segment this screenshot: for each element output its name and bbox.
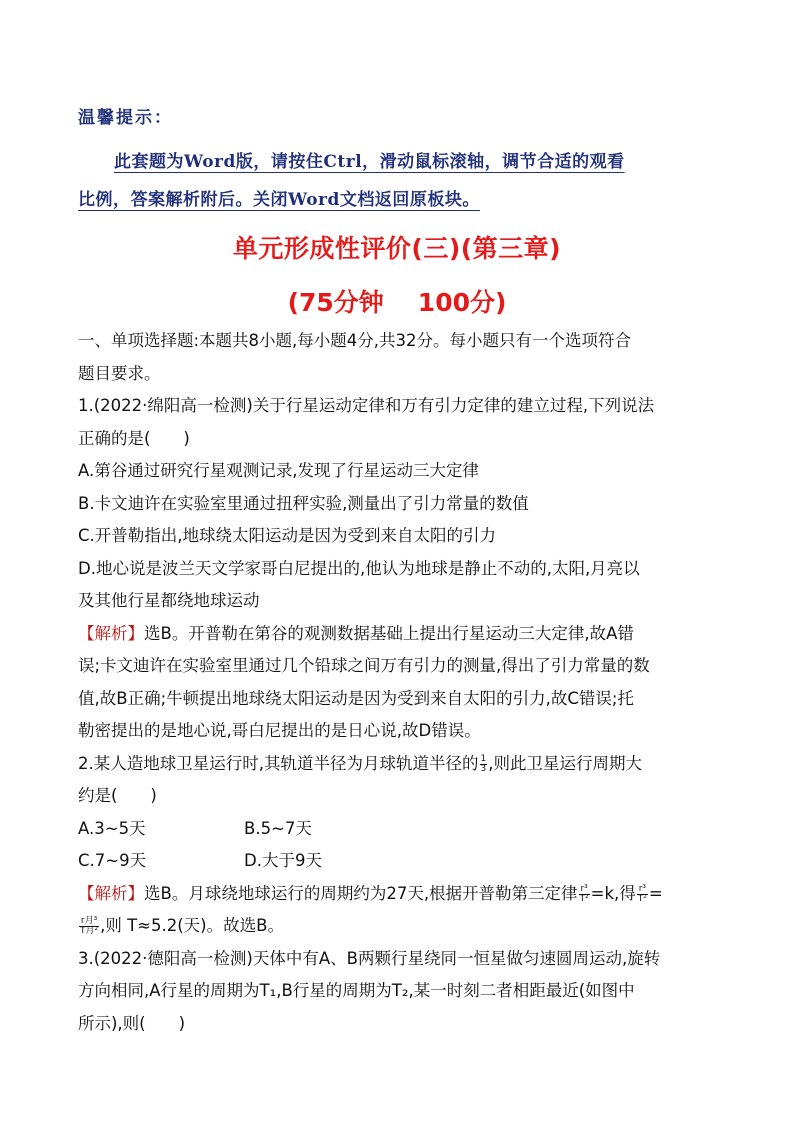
q2-analysis-line-1	[78, 878, 720, 911]
q1-analysis-line-4: 勒密提出的是地心说,哥白尼提出的是日心说,故D错误。	[78, 721, 481, 740]
analysis-tag: 【解析】	[78, 623, 144, 643]
q2-option-c: C.7~9天	[78, 851, 147, 870]
q1-option-d-line-1: D.地心说是波兰天文学家哥白尼提出的,他认为地球是静止不动的,太阳,月亮以	[78, 558, 640, 578]
frac-denominator: T²	[579, 893, 589, 904]
q2-analysis-result: ,则 T≈5.2(天)。故选B。	[100, 916, 284, 935]
frac-denominator: T月²	[80, 926, 99, 936]
frac-numerator: r³	[580, 883, 588, 894]
kepler-fraction-1	[579, 885, 590, 904]
section-heading-line-1: 一、单项选择题:本题共8小题,每小题4分,共32分。每小题只有一个选项符合	[78, 331, 632, 350]
question-body	[78, 325, 720, 1040]
q1-option-a: A.第谷通过研究行星观测记录,发现了行星运动三大定律	[78, 461, 479, 480]
one-third-fraction	[480, 755, 488, 774]
equals-k: =k,得	[590, 883, 636, 903]
q2-stem-line-2: 约是( )	[78, 786, 157, 805]
q2-stem-text-b: ,则此卫星运行周期大	[488, 753, 642, 773]
q1-option-b: B.卡文迪许在实验室里通过扭秤实验,测量出了引力常量的数值	[78, 493, 529, 513]
kepler-fraction-2	[637, 885, 648, 904]
document-title: 单元形成性评价(三)(第三章)	[232, 234, 562, 263]
frac-numerator: 1	[480, 753, 487, 764]
q2-stem-text-a: 2.某人造地球卫星运行时,其轨道半径为月球轨道半径的	[78, 753, 479, 773]
q1-option-c: C.开普勒指出,地球绕太阳运动是因为受到来自太阳的引力	[78, 526, 497, 545]
q2-option-d: D.大于9天	[244, 851, 322, 870]
q2-stem-line-1	[78, 748, 720, 781]
q1-stem-line-2: 正确的是( )	[78, 428, 190, 448]
time-limit: (75分钟	[287, 288, 384, 317]
frac-denominator: T²	[637, 893, 647, 904]
moon-fraction	[79, 917, 99, 936]
q2-options-row-1	[78, 813, 720, 846]
frac-numerator: r月³	[80, 916, 98, 926]
q1-option-d-line-2: 及其他行星都绕地球运动	[78, 591, 260, 610]
q1-analysis-line-3: 值,故B正确;牛顿提出地球绕太阳运动是因为受到来自太阳的引力,故C错误;托	[78, 688, 634, 708]
q1-analysis-line-1	[78, 618, 720, 651]
analysis-tag: 【解析】	[78, 883, 144, 903]
total-score: 100分)	[417, 288, 507, 317]
tip-line-1: 此套题为Word版，请按住Ctrl，滑动鼠标滚轴，调节合适的观看	[114, 152, 625, 172]
q3-stem-line-2: 方向相同,A行星的周期为T₁,B行星的周期为T₂,某一时刻二者相距最近(如图中	[78, 981, 635, 1000]
q1-stem-line-1: 1.(2022·绵阳高一检测)关于行星运动定律和万有引力定律的建立过程,下列说法	[78, 396, 655, 415]
q1-analysis-line-2: 误;卡文迪许在实验室里通过几个铅球之间万有引力的测量,得出了引力常量的数	[78, 656, 650, 675]
q3-stem-line-1: 3.(2022·德阳高一检测)天体中有A、B两颗行星绕同一恒星做匀速圆周运动,旋转	[78, 948, 661, 968]
tip-title: 温馨提示：	[78, 108, 173, 128]
q2-analysis-text: 选B。月球绕地球运行的周期约为27天,根据开普勒第三定律	[144, 883, 578, 903]
q2-option-b: B.5~7天	[244, 818, 312, 838]
q2-analysis-line-2	[78, 910, 720, 943]
q1-analysis-text: 选B。开普勒在第谷的观测数据基础上提出行星运动三大定律,故A错	[144, 623, 634, 643]
section-heading-line-2: 题目要求。	[78, 363, 161, 383]
frac-denominator: 3	[480, 763, 487, 774]
equals-sign: =	[648, 883, 663, 903]
tip-line-2: 比例，答案解析附后。关闭Word文档返回原板块。	[78, 190, 480, 210]
document-subtitle	[0, 283, 794, 319]
tip-body	[78, 143, 720, 219]
q2-options-row-2	[78, 845, 720, 878]
q2-option-a: A.3~5天	[78, 818, 146, 838]
frac-numerator: r³	[638, 883, 647, 894]
q3-stem-line-3: 所示),则( )	[78, 1013, 186, 1033]
